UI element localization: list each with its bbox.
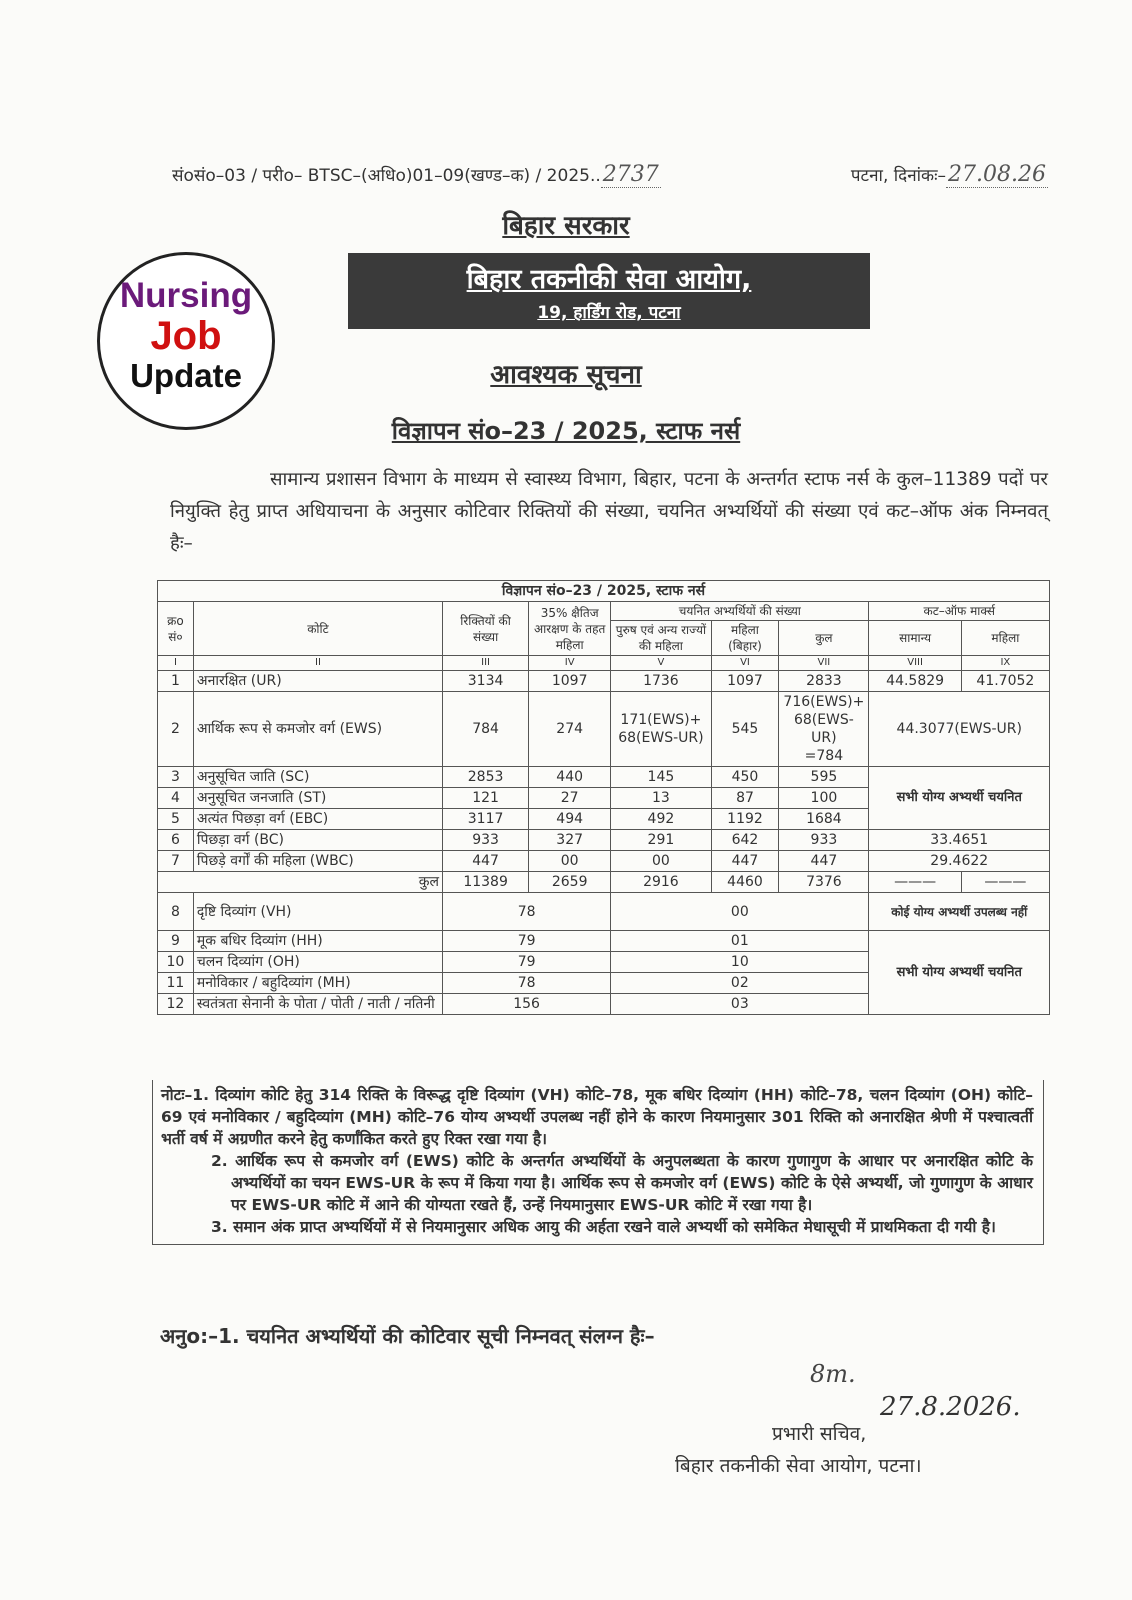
roman-cell: VII [779, 656, 869, 671]
male-other-line: 68(EWS-UR) [618, 730, 704, 746]
cell-category: आर्थिक रूप से कमजोर वर्ग (EWS) [193, 692, 442, 767]
header-vacancy: रिक्तियों की संख्या [443, 602, 529, 656]
cell-total [779, 692, 869, 767]
cell-horizontal: 27 [529, 788, 611, 809]
roman-cell: II [193, 656, 442, 671]
commission-name: बिहार तकनीकी सेवा आयोग, [466, 264, 752, 295]
cell-category: चलन दिव्यांग (OH) [193, 952, 442, 973]
place-date-label: पटना, दिनांकः– [850, 166, 947, 186]
cell-sno: 5 [158, 809, 194, 830]
header-female-bihar: महिला (बिहार) [711, 621, 779, 656]
table-row [158, 830, 1050, 851]
nursing-job-update-logo [97, 252, 275, 430]
cell-horizontal: 274 [529, 692, 611, 767]
results-table [157, 580, 1050, 1015]
cell-category: पिछड़े वर्गों की महिला (WBC) [193, 851, 442, 872]
cell-horizontal: 494 [529, 809, 611, 830]
cell-sno: 2 [158, 692, 194, 767]
cell-selected: 01 [611, 931, 869, 952]
intro-paragraph: सामान्य प्रशासन विभाग के माध्यम से स्वास्थ्य विभाग, बिहार, पटना के अन्तर्गत स्टाफ नर्स के कुल–11389 पदों पर नियुक्ति हेतु प्राप्त अधियाचना के अनुसार कोटिवार रिक्तियों की संख्या, चयनित अभ्यर्थियों की संख्या एवं कट–ऑफ अंक निम्नवत् हैः– [170, 469, 1048, 554]
cell-sno: 1 [158, 671, 194, 692]
cell-selected: 00 [611, 893, 869, 931]
cell-sno: 4 [158, 788, 194, 809]
cell-total: 1684 [779, 809, 869, 830]
total-male-other: 2916 [611, 872, 711, 893]
table-row [158, 931, 1050, 952]
signature-initials: 8m. [810, 1360, 856, 1388]
roman-cell: III [443, 656, 529, 671]
cell-sno: 6 [158, 830, 194, 851]
total-line: 68(EWS-UR) [793, 712, 854, 746]
cell-vacancy: 3134 [443, 671, 529, 692]
header-selected: चयनित अभ्यर्थियों की संख्या [611, 602, 869, 621]
cell-sno: 8 [158, 893, 194, 931]
logo-line-3: Update [130, 357, 242, 394]
roman-cell: I [158, 656, 194, 671]
roman-cell: VIII [869, 656, 961, 671]
cell-horizontal: 00 [529, 851, 611, 872]
table-row [158, 671, 1050, 692]
header-cutoff: कट–ऑफ मार्क्स [869, 602, 1050, 621]
cell-category: मूक बधिर दिव्यांग (HH) [193, 931, 442, 952]
cell-cutoff-general: 44.5829 [869, 671, 961, 692]
cell-vacancy: 78 [443, 893, 611, 931]
note-2: 2. आर्थिक रूप से कमजोर वर्ग (EWS) कोटि के अन्तर्गत अभ्यर्थियों के अनुपलब्धता के कारण गुणागुण के आधार पर अनारक्षित कोटि के अभ्यर्थियों का चयन EWS-UR के रूप में किया गया है। आर्थिक रूप से कमजोर वर्ग (EWS) कोटि के ऐसे अभ्यर्थी, जो गुणागुण के आधार पर EWS-UR कोटि में आने की योग्यता रखते हैं, उन्हें नियमानुसार EWS-UR कोटि में रखा गया है। [211, 1152, 1033, 1214]
male-other-line: 171(EWS)+ [620, 712, 702, 728]
signatory-office: बिहार तकनीकी सेवा आयोग, पटना। [675, 1455, 922, 1477]
cell-total: 2833 [779, 671, 869, 692]
cell-sno: 12 [158, 994, 194, 1015]
advertisement-title: विज्ञापन संo–23 / 2025, स्टाफ नर्स [391, 417, 741, 445]
total-female-bihar: 4460 [711, 872, 779, 893]
cell-selected: 02 [611, 973, 869, 994]
total-line: 716(EWS)+ [783, 694, 865, 710]
notice-title: आवश्यक सूचना [490, 360, 642, 390]
cell-horizontal: 440 [529, 767, 611, 788]
cell-category: दृष्टि दिव्यांग (VH) [193, 893, 442, 931]
roman-numeral-row [158, 656, 1050, 671]
header-category: कोटि [193, 602, 442, 656]
cell-category: मनोविकार / बहुदिव्यांग (MH) [193, 973, 442, 994]
cell-horizontal: 1097 [529, 671, 611, 692]
header-female: महिला [961, 621, 1049, 656]
reference-line [172, 162, 1048, 187]
header-general: सामान्य [869, 621, 961, 656]
cell-all-eligible: सभी योग्य अभ्यर्थी चयनित [869, 767, 1050, 830]
header-male-other: पुरुष एवं अन्य राज्यों की महिला [611, 621, 711, 656]
total-total: 7376 [779, 872, 869, 893]
cell-horizontal: 327 [529, 830, 611, 851]
cell-category: अनारक्षित (UR) [193, 671, 442, 692]
cell-male-other: 145 [611, 767, 711, 788]
total-label: कुल [158, 872, 443, 893]
cell-vacancy: 447 [443, 851, 529, 872]
header-horizontal-reservation: 35% क्षैतिज आरक्षण के तहत महिला [529, 602, 611, 656]
table-row [158, 851, 1050, 872]
annexure-line: अनुo:–1. चयनित अभ्यर्थियों की कोटिवार सूची निम्नवत् संलग्न हैः– [160, 1324, 655, 1348]
cell-male-other: 00 [611, 851, 711, 872]
cell-vacancy: 79 [443, 931, 611, 952]
cell-total: 933 [779, 830, 869, 851]
roman-cell: VI [711, 656, 779, 671]
header-total: कुल [779, 621, 869, 656]
table-row [158, 893, 1050, 931]
cell-female-bihar: 87 [711, 788, 779, 809]
total-horizontal: 2659 [529, 872, 611, 893]
cell-vacancy: 3117 [443, 809, 529, 830]
cell-category: अनुसूचित जनजाति (ST) [193, 788, 442, 809]
cell-female-bihar: 1097 [711, 671, 779, 692]
cell-female-bihar: 1192 [711, 809, 779, 830]
cell-vacancy: 79 [443, 952, 611, 973]
notes-box [152, 1080, 1044, 1245]
cell-selected: 10 [611, 952, 869, 973]
cell-total: 447 [779, 851, 869, 872]
cell-sno: 10 [158, 952, 194, 973]
note-1: नोटः–1. दिव्यांग कोटि हेतु 314 रिक्ति के विरूद्ध दृष्टि दिव्यांग (VH) कोटि–78, मूक बधिर दिव्यांग (HH) कोटि–78, चलन दिव्यांग (OH) कोटि–69 एवं मनोविकार / बहुदिव्यांग (MH) कोटि–76 योग्य अभ्यर्थी उपलब्ध नहीं होने के कारण नियमानुसार 301 रिक्ति को अनारक्षित श्रेणी में पश्चात्वर्ती भर्ती वर्ष में अग्रणीत करने हेतु कर्णांकित करते हुए रिक्त रखा गया है। [161, 1086, 1033, 1148]
cell-no-eligible: कोई योग्य अभ्यर्थी उपलब्ध नहीं [869, 893, 1050, 931]
logo-line-1: Nursing [119, 276, 253, 315]
total-row [158, 872, 1050, 893]
cell-sno: 11 [158, 973, 194, 994]
cell-cutoff: 33.4651 [869, 830, 1050, 851]
commission-banner [348, 253, 870, 329]
signatory-designation: प्रभारी सचिव, [772, 1423, 867, 1445]
cell-female-bihar: 642 [711, 830, 779, 851]
table-caption: विज्ञापन संo–23 / 2025, स्टाफ नर्स [158, 581, 1050, 602]
cell-total: 100 [779, 788, 869, 809]
cell-cutoff: 29.4622 [869, 851, 1050, 872]
roman-cell: IX [961, 656, 1049, 671]
reference-handwritten: 2737 [602, 162, 659, 187]
note-3: 3. समान अंक प्राप्त अभ्यर्थियों में से नियमानुसार अधिक आयु की अर्हता रखने वाले अभ्यर्थी को समेकित मेधासूची में प्राथमिकता दी गयी है। [211, 1218, 996, 1236]
total-cutoff-female: ——— [961, 872, 1049, 893]
cell-vacancy: 121 [443, 788, 529, 809]
logo-line-2: Job [150, 314, 222, 358]
header-sno: क्रo सं० [158, 602, 194, 656]
table-row [158, 692, 1050, 767]
cell-sno: 3 [158, 767, 194, 788]
cell-total: 595 [779, 767, 869, 788]
cell-female-bihar: 450 [711, 767, 779, 788]
cell-pwd-all-eligible: सभी योग्य अभ्यर्थी चयनित [869, 931, 1050, 1015]
roman-cell: V [611, 656, 711, 671]
cell-male-other: 1736 [611, 671, 711, 692]
cell-sno: 9 [158, 931, 194, 952]
cell-male-other: 291 [611, 830, 711, 851]
cell-vacancy: 784 [443, 692, 529, 767]
roman-cell: IV [529, 656, 611, 671]
commission-address: 19, हार्डिंग रोड, पटना [537, 303, 681, 323]
table-row [158, 767, 1050, 788]
cell-male-other: 13 [611, 788, 711, 809]
cell-vacancy: 78 [443, 973, 611, 994]
reference-number: संoसंo–03 / परीo– BTSC–(अधिo)01–09(खण्ड–क) / 2025.. [172, 166, 601, 186]
cell-category: अत्यंत पिछड़ा वर्ग (EBC) [193, 809, 442, 830]
cell-vacancy: 156 [443, 994, 611, 1015]
government-title: बिहार सरकार [502, 211, 630, 241]
cell-male-other [611, 692, 711, 767]
total-vacancy: 11389 [443, 872, 529, 893]
cell-cutoff-ews: 44.3077(EWS-UR) [869, 692, 1050, 767]
cell-category: अनुसूचित जाति (SC) [193, 767, 442, 788]
signature-date: 27.8.2026. [880, 1392, 1021, 1422]
cell-female-bihar: 447 [711, 851, 779, 872]
cell-female-bihar: 545 [711, 692, 779, 767]
total-line: =784 [804, 748, 844, 764]
total-cutoff-general: ——— [869, 872, 961, 893]
cell-selected: 03 [611, 994, 869, 1015]
cell-sno: 7 [158, 851, 194, 872]
cell-vacancy: 933 [443, 830, 529, 851]
date-handwritten: 27.08.26 [948, 162, 1046, 187]
cell-vacancy: 2853 [443, 767, 529, 788]
cell-male-other: 492 [611, 809, 711, 830]
cell-category: स्वतंत्रता सेनानी के पोता / पोती / नाती / नतिनी [193, 994, 442, 1015]
cell-cutoff-female: 41.7052 [961, 671, 1049, 692]
cell-category: पिछड़ा वर्ग (BC) [193, 830, 442, 851]
